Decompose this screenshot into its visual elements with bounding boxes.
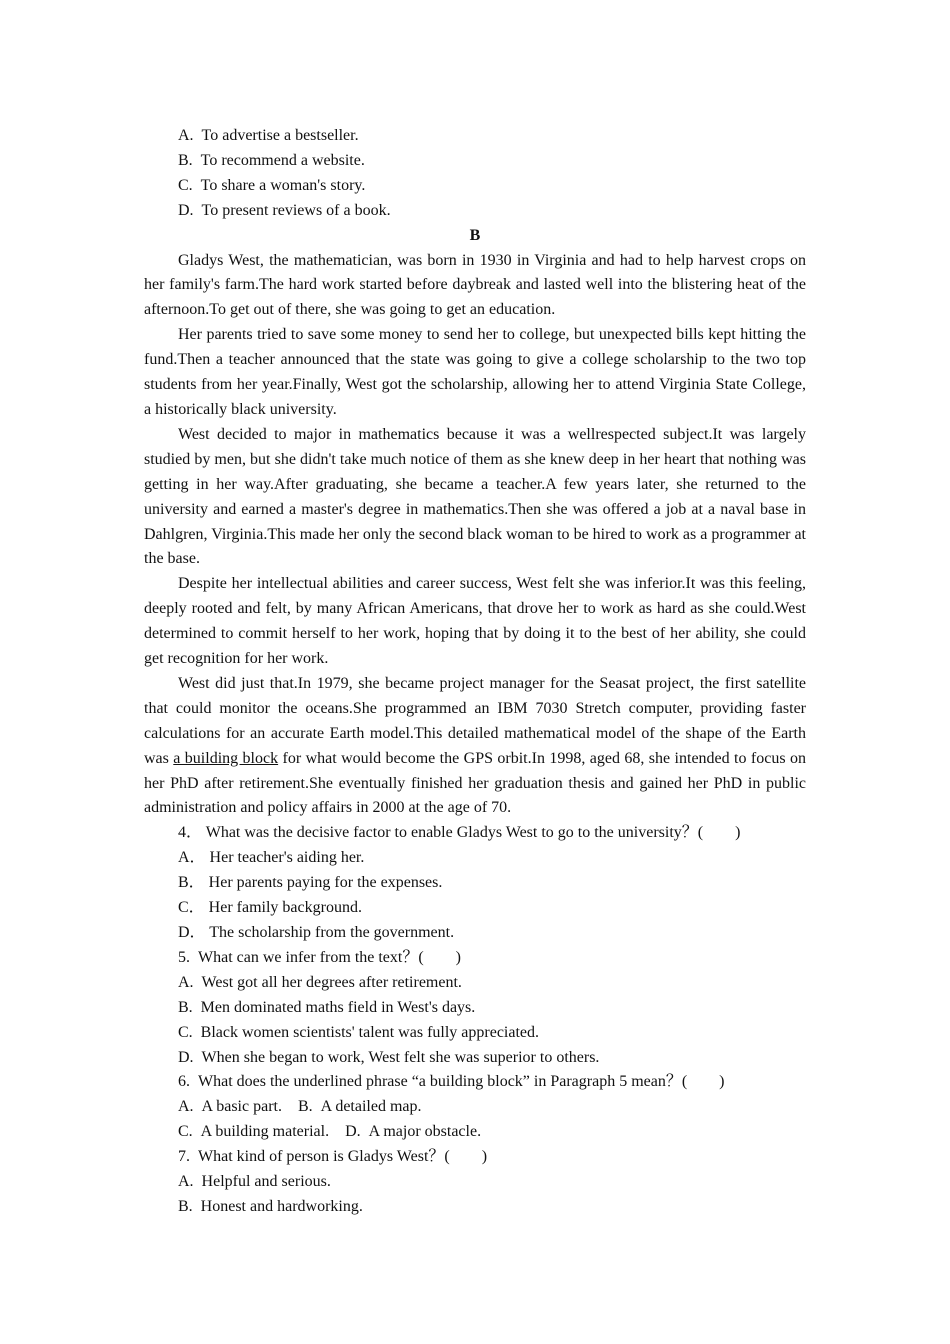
- q3-option-a: A. To advertise a bestseller.: [178, 127, 359, 144]
- question-6-stem: 6. What does the underlined phrase “a building block” in Paragraph 5 mean？( ): [178, 1073, 725, 1091]
- question-7-stem: 7. What kind of person is Gladys West？( ): [178, 1148, 488, 1166]
- question-7-option-a: A. Helpful and serious.: [178, 1173, 331, 1191]
- section-heading: B: [469, 226, 481, 244]
- question-4-option-b: B． Her parents paying for the expenses.: [178, 874, 443, 892]
- question-6-options-ab: A. A basic part. B. A detailed map.: [178, 1098, 422, 1116]
- paragraph-5-text-after: for what would become the GPS orbit.In 1998, aged 68, she intended to focus on her PhD after retirement.She eventually finished her graduation thesis and gained her PhD in public administration and policy affairs in 2000 at the age of 70.: [144, 749, 806, 817]
- question-5-option-c: C. Black women scientists' talent was fully appreciated.: [178, 1023, 540, 1041]
- question-5-option-d: D. When she began to work, West felt she was superior to others.: [178, 1048, 600, 1066]
- question-5-stem: 5. What can we infer from the text？( ): [178, 948, 462, 966]
- question-4-option-a: A． Her teacher's aiding her.: [178, 849, 365, 867]
- paragraph-5: [144, 672, 806, 821]
- paragraph-2: Her parents tried to save some money to send her to college, but unexpected bills kept hitting the fund.Then a teacher announced that the state was going to give a college scholarship to the two top students from her year.Finally, West got the scholarship, allowing her to attend Virginia State College, a historically black university.: [144, 326, 806, 418]
- question-5-option-b: B. Men dominated maths field in West's days.: [178, 998, 476, 1016]
- paragraph-3: West decided to major in mathematics because it was a wellrespected subject.It was largely studied by men, but she didn't take much notice of them as she knew deep in her heart that nothing was getting in her way.After graduating, she became a teacher.A few years later, she returned to the university and earned a master's degree in mathematics.Then she was offered a job at a naval base in Dahlgren, Virginia.This made her only the second black woman to be hired to work as a programmer at the base.: [144, 425, 806, 568]
- question-7-option-b: B. Honest and hardworking.: [178, 1197, 363, 1215]
- paragraph-1: Gladys West, the mathematician, was born in 1930 in Virginia and had to help harvest crops on her family's farm.The hard work started before daybreak and lasted well into the blistering heat of the afternoon.To get out of there, she was going to get an education.: [144, 251, 806, 319]
- question-4-stem: 4． What was the decisive factor to enable Gladys West to go to the university？( ): [178, 824, 741, 842]
- q3-option-b: B. To recommend a website.: [178, 151, 365, 169]
- question-5-option-a: A. West got all her degrees after retirement.: [178, 973, 462, 991]
- question-4-option-c: C． Her family background.: [178, 899, 362, 917]
- underlined-phrase: a building block: [173, 749, 279, 767]
- paragraph-5-text-before: West did just that.In 1979, she became project manager for the Seasat project, the first satellite that could monitor the oceans.She programmed an IBM 7030 Stretch computer, providing faster calculations for an accurate Earth model.This detailed mathematical model of the shape of the Earth was: [144, 674, 806, 767]
- paragraph-4: Despite her intellectual abilities and career success, West felt she was inferior.It was this feeling, deeply rooted and felt, by many African Americans, that drove her to work as hard as she could.West determined to commit herself to her work, hoping that by doing it to the best of her ability, she could get recognition for her work.: [144, 575, 806, 668]
- document-page: [144, 124, 806, 1220]
- question-6-options-cd: C. A building material. D. A major obstacle.: [178, 1123, 482, 1141]
- q3-option-c: C. To share a woman's story.: [178, 176, 366, 194]
- question-4-option-d: D． The scholarship from the government.: [178, 924, 455, 941]
- q3-option-d: D. To present reviews of a book.: [178, 201, 391, 219]
